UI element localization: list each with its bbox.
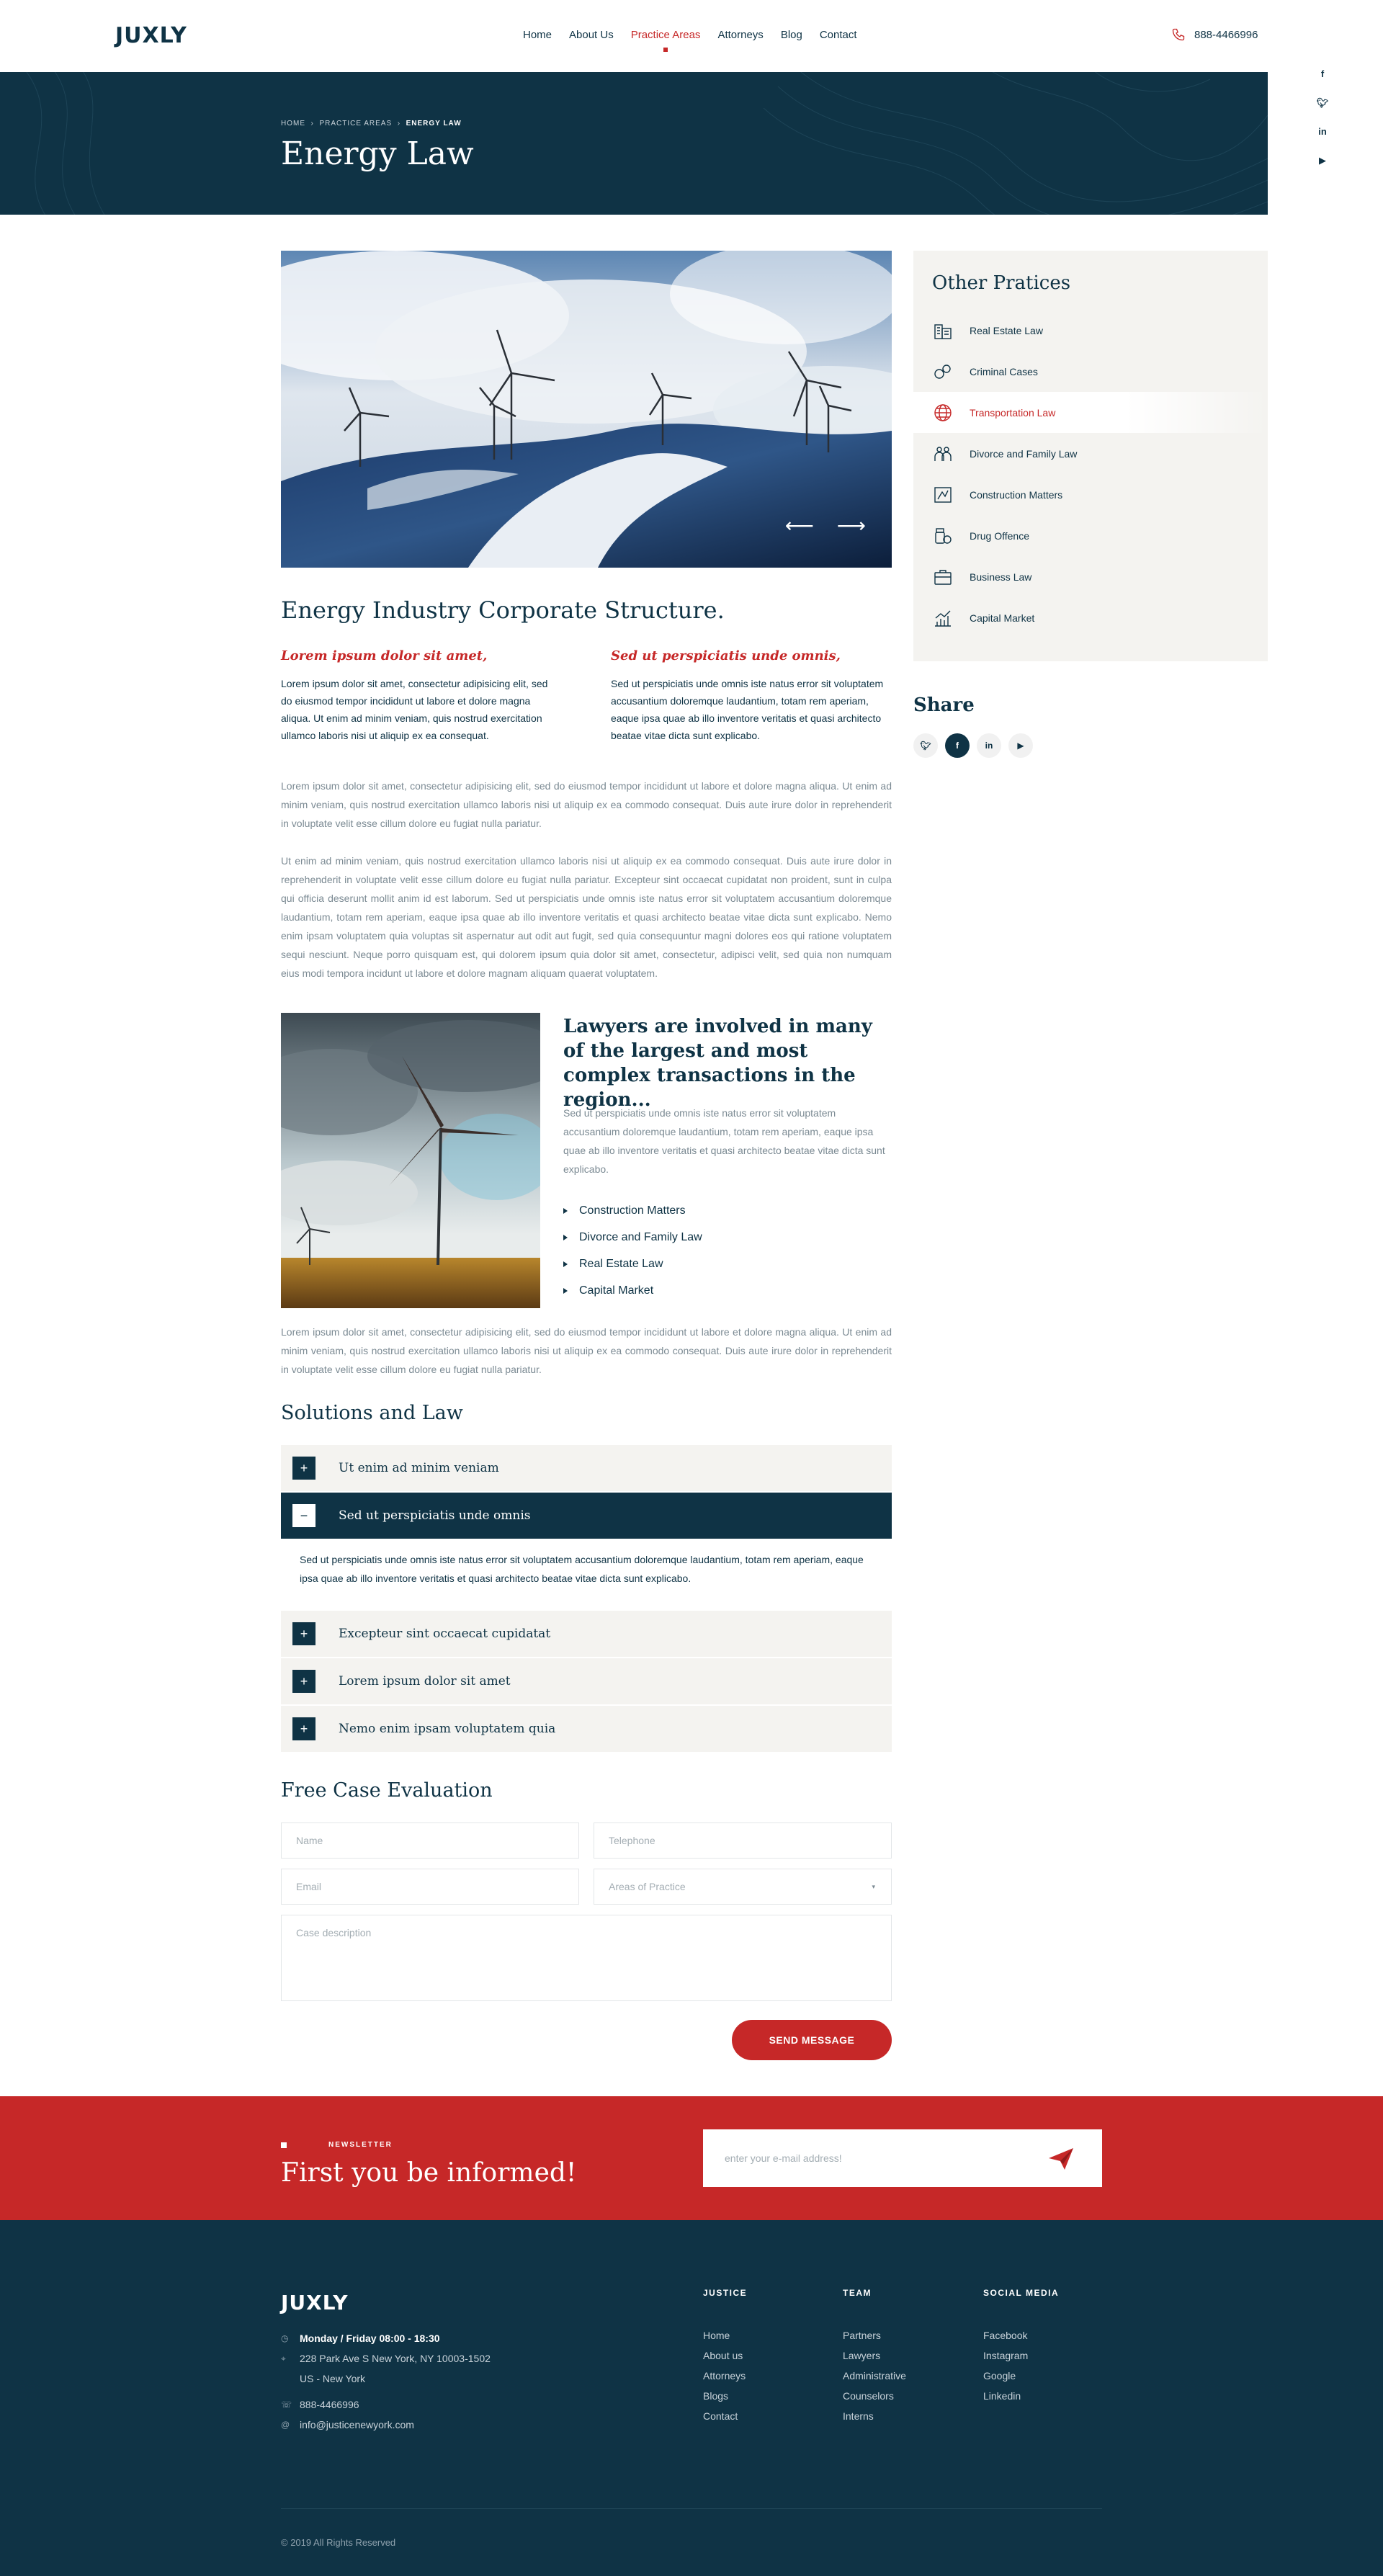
footer-phone[interactable]: 888-4466996 — [300, 2399, 359, 2410]
areas-select-value: Areas of Practice — [609, 1881, 686, 1892]
sidebar-item-real-estate[interactable] — [913, 310, 1268, 351]
list-item[interactable]: Construction Matters — [563, 1197, 702, 1224]
accordion-label: Nemo enim ipsam voluptatem quia — [339, 1722, 556, 1736]
telephone-field[interactable]: Telephone — [594, 1823, 892, 1859]
paragraph-2: Ut enim ad minim veniam, quis nostrud exercitation ullamco laboris nisi ut aliquip ex ea commodo consequat. Duis aute irure dolor in reprehenderit in voluptate velit esse cillum dolore eu fugiat nulla pariatur. Excepteur sint occaecat cupidatat non proident, sunt in culpa qui officia deserunt mollit anim id est laborum. Sed ut perspiciatis unde omnis iste natus error sit voluptatem accusantium doloremque laudantium, totam rem aperiam, eaque ipsa quae ab illo inventore veritatis et quasi architecto beatae vitae dicta sunt explicabo. Nemo enim ipsam voluptatem quia voluptas sit aspernatur aut odit aut fugit, sed quia consequuntur magni dolores eos qui ratione voluptatem sequi nesciunt. Neque porro quisquam est, qui dolorem ipsum quia dolor sit amet, consectetur, adipisci velit, sed quia non numquam eius modi tempora incidunt ut labore et dolore magnam aliquam quaerat voluptatem. — [281, 855, 892, 979]
solutions-heading: Solutions and Law — [281, 1402, 463, 1424]
plus-icon[interactable]: + — [292, 1717, 315, 1740]
main-nav — [523, 29, 874, 41]
social-rail — [1315, 68, 1330, 167]
sidebar-item-business-law[interactable] — [913, 556, 1268, 597]
name-field[interactable]: Name — [281, 1823, 579, 1859]
areas-select[interactable] — [594, 1869, 892, 1905]
accordion-label: Excepteur sint occaecat cupidatat — [339, 1627, 551, 1641]
practice-list — [913, 310, 1268, 638]
page-hero — [0, 72, 1268, 215]
sidebar-item-criminal-cases[interactable] — [913, 351, 1268, 392]
footer-link[interactable]: Facebook — [983, 2330, 1028, 2341]
chart-icon — [932, 607, 954, 629]
phone-number: 888-4466996 — [1194, 28, 1258, 41]
footer-link[interactable]: Interns — [843, 2410, 874, 2422]
facebook-icon[interactable]: f — [1320, 68, 1325, 79]
intro-column-2 — [611, 648, 892, 744]
feature-title: Lawyers are involved in many of the largest and most complex transactions in the region... — [563, 1016, 872, 1111]
nav-contact[interactable]: Contact — [819, 29, 857, 41]
footer-link[interactable]: Lawyers — [843, 2350, 881, 2361]
nav-home[interactable]: Home — [523, 29, 552, 41]
accordion-item-open[interactable] — [281, 1493, 892, 1539]
plus-icon[interactable]: + — [292, 1622, 315, 1645]
accordion-item[interactable] — [281, 1658, 892, 1704]
accordion-label: Sed ut perspiciatis unde omnis — [339, 1508, 531, 1523]
plus-icon[interactable]: + — [292, 1670, 315, 1693]
briefcase-icon — [932, 566, 954, 588]
nav-practice-areas[interactable]: Practice Areas — [630, 29, 701, 41]
youtube-icon[interactable]: ▶ — [1319, 155, 1326, 166]
footer-contact-info — [281, 2328, 491, 2435]
nav-blog[interactable]: Blog — [780, 29, 802, 41]
clock-icon: ◷ — [281, 2333, 289, 2343]
column-2-text: Sed ut perspiciatis unde omnis iste natus error sit voluptatem accusantium doloremque laudantium, totam rem aperiam, eaque ipsa quae ab illo inventore veritatis et quasi architecto beatae vitae dicta sunt explicabo. — [611, 678, 884, 741]
newsletter-title: First you be informed! — [281, 2158, 577, 2188]
location-pin-icon: ⌖ — [281, 2353, 286, 2363]
sidebar-item-label: Drug Offence — [970, 529, 1030, 542]
footer-col-title: JUSTICE — [703, 2288, 748, 2298]
newsletter-tag — [281, 2141, 393, 2149]
intro-column-1 — [281, 648, 559, 744]
newsletter-band — [0, 2096, 1383, 2220]
globe-icon — [932, 402, 954, 424]
drug-icon — [932, 525, 954, 547]
accordion-item[interactable] — [281, 1445, 892, 1491]
footer-divider — [281, 2508, 1102, 2509]
footer-address-1: 228 Park Ave S New York, NY 10003-1502 — [300, 2353, 491, 2364]
list-item[interactable]: Real Estate Law — [563, 1251, 702, 1277]
hero-contour-pattern — [0, 72, 1268, 215]
accordion-label: Lorem ipsum dolor sit amet — [339, 1674, 511, 1689]
minus-icon[interactable]: − — [292, 1504, 315, 1527]
footer-logo[interactable]: JUXLY — [281, 2291, 349, 2315]
footer-col-title: TEAM — [843, 2288, 872, 2298]
sidebar-item-drug-offence[interactable] — [913, 515, 1268, 556]
newsletter-email-input[interactable] — [703, 2129, 1102, 2187]
paragraph-3: Lorem ipsum dolor sit amet, consectetur adipisicing elit, sed do eiusmod tempor incididunt ut labore et dolore magna aliqua. Ut enim ad minim veniam, quis nostrud exercitation ullamco laboris nisi ut aliquip ex ea commodo consequat. Duis aute irure dolor in reprehenderit in voluptate velit esse cillum dolore eu fugiat nulla pariatur. — [281, 1326, 892, 1375]
site-logo[interactable]: JUXLY — [115, 23, 187, 48]
sidebar-item-label: Business Law — [970, 571, 1032, 583]
footer-link[interactable]: Contact — [703, 2410, 738, 2422]
footer-col-title: SOCIAL MEDIA — [983, 2288, 1060, 2298]
family-icon — [932, 443, 954, 465]
plus-icon[interactable]: + — [292, 1457, 315, 1480]
handcuffs-icon — [932, 361, 954, 383]
twitter-icon[interactable]: 🐦︎ — [1316, 97, 1329, 108]
sidebar-title: Other Pratices — [932, 272, 1071, 294]
at-icon: @ — [281, 2420, 290, 2430]
square-bullet-icon — [281, 2142, 287, 2148]
sidebar-item-divorce-family[interactable] — [913, 433, 1268, 474]
sidebar-item-construction[interactable] — [913, 474, 1268, 515]
column-2-title: Sed ut perspiciatis unde omnis, — [611, 648, 841, 663]
newsletter-placeholder: enter your e-mail address! — [725, 2152, 842, 2164]
feature-text: Sed ut perspiciatis unde omnis iste natus error sit voluptatem accusantium doloremque laudantium, totam rem aperiam, eaque ipsa quae ab illo inventore veritatis et quasi architecto beatae vitae dicta sunt explicabo. — [563, 1107, 885, 1175]
sidebar-other-practices — [913, 251, 1268, 661]
footer-link[interactable]: Linkedin — [983, 2390, 1021, 2402]
nav-attorneys[interactable]: Attorneys — [717, 29, 764, 41]
solutions-accordion — [281, 1445, 892, 1753]
case-description-field[interactable]: Case description — [281, 1915, 892, 2001]
footer-email[interactable]: info@justicenewyork.com — [300, 2419, 414, 2430]
footer-link[interactable]: About us — [703, 2350, 743, 2361]
crumb-current: ENERGY LAW — [406, 120, 462, 128]
footer-address-2: US - New York — [300, 2373, 366, 2384]
newsletter-tag-label: NEWSLETTER — [328, 2141, 393, 2149]
footer-link[interactable]: Google — [983, 2370, 1016, 2382]
sidebar-item-label: Construction Matters — [970, 488, 1063, 501]
facebook-icon[interactable]: f — [945, 733, 970, 758]
footer-link[interactable]: Partners — [843, 2330, 881, 2341]
footer-link[interactable]: Counselors — [843, 2390, 894, 2402]
footer-link[interactable]: Administrative — [843, 2370, 906, 2382]
column-1-title: Lorem ipsum dolor sit amet, — [281, 648, 488, 663]
share-buttons — [913, 733, 1033, 758]
feature-list — [563, 1197, 702, 1304]
footer-col-social — [983, 2288, 1059, 2406]
footer-col-team — [843, 2288, 906, 2426]
phone-icon: ☏ — [281, 2400, 292, 2410]
breadcrumb: HOME › PRACTICE AREAS › ENERGY LAW — [281, 120, 462, 128]
list-item[interactable]: Divorce and Family Law — [563, 1224, 702, 1251]
youtube-icon[interactable]: ▶ — [1008, 733, 1033, 758]
footer-link[interactable]: Attorneys — [703, 2370, 746, 2382]
nav-about[interactable]: About Us — [569, 29, 614, 41]
copyright: © 2019 All Rights Reserved — [281, 2537, 396, 2548]
site-footer — [0, 2220, 1383, 2576]
arrow-left-icon[interactable]: ⟵ — [784, 514, 814, 537]
section-heading: Energy Industry Corporate Structure. — [281, 596, 725, 624]
column-1-text: Lorem ipsum dolor sit amet, consectetur adipisicing elit, sed do eiusmod tempor incididunt ut labore et dolore magna aliqua. Ut enim ad minim veniam, quis nostrud exercitation ullamco laboris nisi ut aliquip ex ea consequat. — [281, 678, 548, 741]
linkedin-icon[interactable]: in — [1318, 126, 1327, 137]
accordion-body: Sed ut perspiciatis unde omnis iste natus error sit voluptatem accusantium doloremque laudantium, totam rem aperiam, eaque ipsa quae ab illo inventore veritatis et quasi architecto beatae vitae dicta sunt explicabo. — [281, 1540, 892, 1609]
footer-link[interactable]: Blogs — [703, 2390, 729, 2402]
form-heading: Free Case Evaluation — [281, 1779, 493, 1802]
site-header — [0, 0, 1383, 72]
send-message-button[interactable]: SEND MESSAGE — [732, 2020, 892, 2060]
wind-turbine-field-image — [281, 1013, 540, 1308]
email-field[interactable]: Email — [281, 1869, 579, 1905]
header-phone[interactable] — [1171, 27, 1258, 42]
sidebar-item-label: Divorce and Family Law — [970, 447, 1078, 460]
twitter-icon[interactable]: 🐦︎ — [913, 733, 938, 758]
image-slider[interactable] — [281, 251, 892, 568]
footer-link[interactable]: Home — [703, 2330, 730, 2341]
linkedin-icon[interactable]: in — [977, 733, 1001, 758]
sidebar-item-label: Criminal Cases — [970, 365, 1038, 377]
accordion-item[interactable] — [281, 1706, 892, 1752]
footer-hours: Monday / Friday 08:00 - 18:30 — [300, 2333, 440, 2344]
page-title: Energy Law — [281, 135, 474, 172]
paragraph-1: Lorem ipsum dolor sit amet, consectetur adipisicing elit, sed do eiusmod tempor incididunt ut labore et dolore magna aliqua. Ut enim ad minim veniam, quis nostrud exercitation ullamco laboris nisi ut aliquip ex ea commodo consequat. Duis aute irure dolor in reprehenderit in voluptate velit esse cillum dolore eu fugiat nulla pariatur. — [281, 780, 892, 829]
paper-plane-icon[interactable] — [1049, 2148, 1073, 2170]
accordion-label: Ut enim ad minim veniam — [339, 1461, 499, 1475]
accordion-item[interactable] — [281, 1611, 892, 1657]
list-item[interactable]: Capital Market — [563, 1277, 702, 1304]
crumb-practice-areas[interactable]: PRACTICE AREAS — [319, 120, 393, 128]
building-icon — [932, 320, 954, 341]
crumb-home[interactable]: HOME — [281, 120, 305, 128]
footer-link[interactable]: Instagram — [983, 2350, 1029, 2361]
construction-icon — [932, 484, 954, 506]
sidebar-item-label: Transportation Law — [970, 406, 1056, 419]
sidebar-item-transportation[interactable] — [913, 392, 1268, 433]
footer-col-justice — [703, 2288, 747, 2426]
chevron-down-icon: ▾ — [872, 1883, 875, 1890]
sidebar-item-label: Capital Market — [970, 612, 1035, 624]
phone-icon — [1171, 27, 1186, 42]
arrow-right-icon[interactable]: ⟶ — [836, 514, 866, 537]
sidebar-item-capital-market[interactable] — [913, 597, 1268, 638]
slider-controls — [785, 514, 866, 537]
share-title: Share — [913, 694, 975, 716]
sidebar-item-label: Real Estate Law — [970, 324, 1043, 336]
